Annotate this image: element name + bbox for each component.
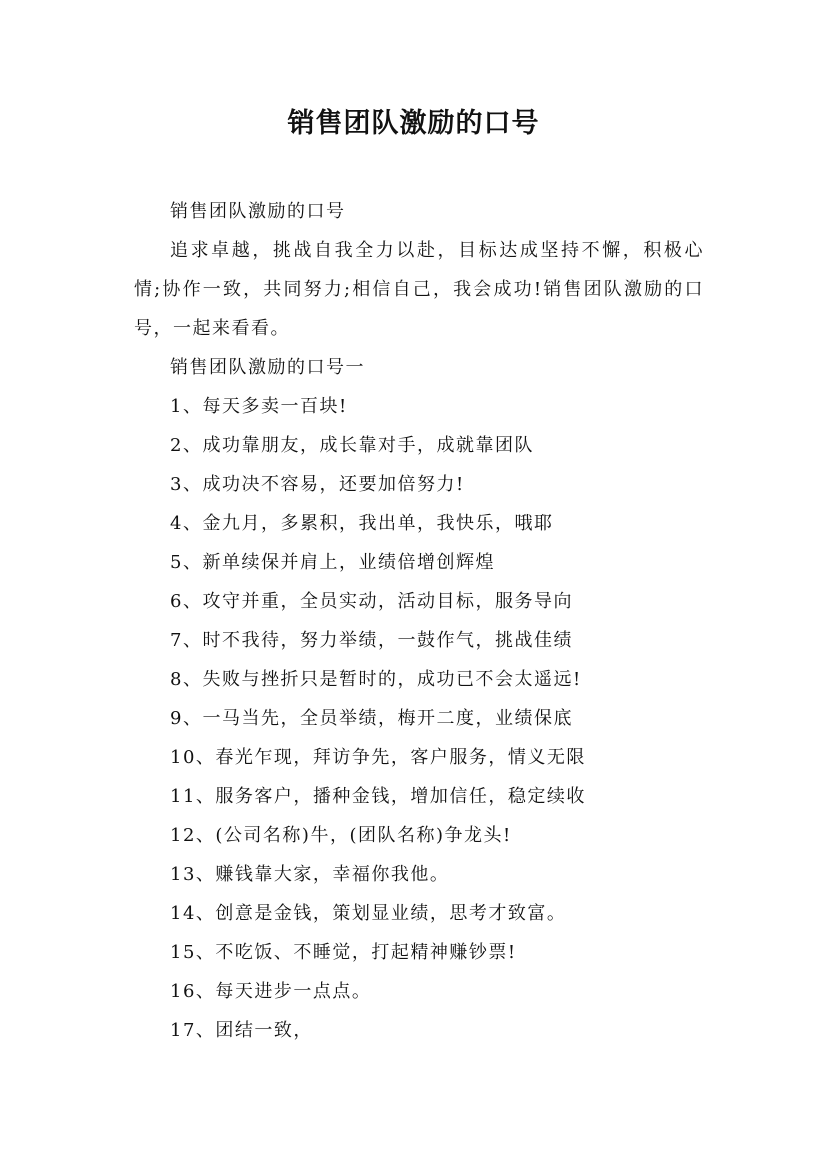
list-item: 8、失败与挫折只是暂时的，成功已不会太遥远! (170, 669, 582, 690)
slogan-list (134, 387, 704, 1050)
list-item: 6、攻守并重，全员实动，活动目标，服务导向 (170, 591, 573, 612)
list-item: 15、不吃饭、不睡觉，打起精神赚钞票! (170, 942, 517, 963)
intro-paragraph: 追求卓越，挑战自我全力以赴，目标达成坚持不懈，积极心情;协作一致，共同努力;相信自己，我会成功!销售团队激励的口号，一起来看看。 (134, 240, 704, 339)
document-body (134, 192, 704, 1050)
subheading: 销售团队激励的口号 (170, 201, 346, 222)
list-item: 16、每天进步一点点。 (170, 981, 372, 1002)
list-item: 9、一马当先，全员举绩，梅开二度，业绩保底 (170, 708, 573, 729)
list-item: 1、每天多卖一百块! (170, 396, 348, 417)
list-item: 14、创意是金钱，策划显业绩，思考才致富。 (170, 903, 567, 924)
list-item: 5、新单续保并肩上，业绩倍增创辉煌 (170, 552, 495, 573)
list-item: 2、成功靠朋友，成长靠对手，成就靠团队 (170, 435, 534, 456)
list-item: 7、时不我待，努力举绩，一鼓作气，挑战佳绩 (170, 630, 573, 651)
list-item: 12、(公司名称)牛，(团队名称)争龙头! (170, 825, 512, 846)
list-item: 3、成功决不容易，还要加倍努力! (170, 474, 465, 495)
list-item: 13、赚钱靠大家，幸福你我他。 (170, 864, 450, 885)
list-item: 17、团结一致， (170, 1020, 313, 1041)
section-heading: 销售团队激励的口号一 (170, 357, 365, 378)
document-title: 销售团队激励的口号 (287, 108, 540, 139)
list-item: 11、服务客户，播种金钱，增加信任，稳定续收 (170, 786, 586, 807)
list-item: 4、金九月，多累积，我出单，我快乐，哦耶 (170, 513, 554, 534)
list-item: 10、春光乍现，拜访争先，客户服务，情义无限 (170, 747, 586, 768)
